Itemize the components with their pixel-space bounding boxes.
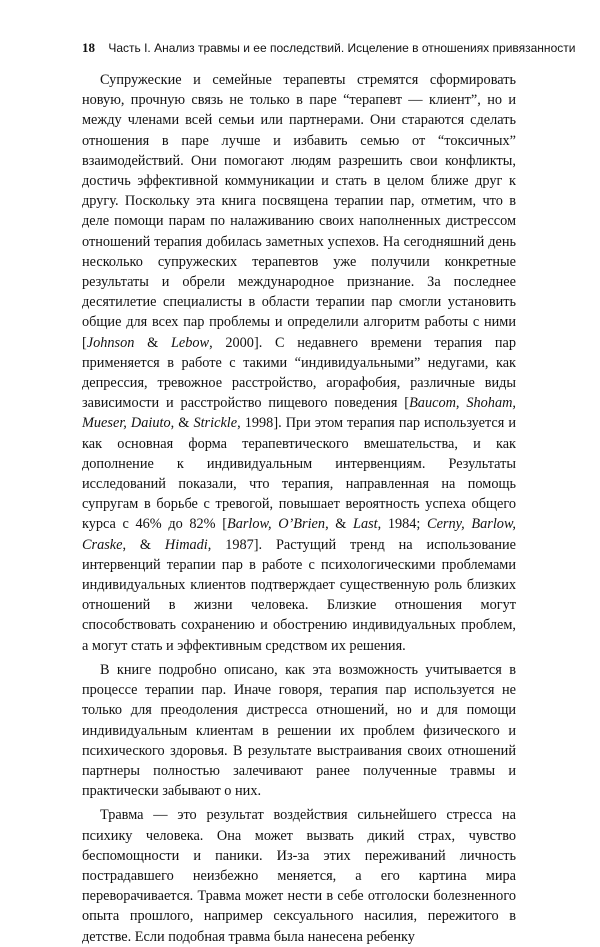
text-run: , &	[122, 536, 165, 553]
text-run: , 1998]. При этом терапия пар используется и как основная форма терапевтического вмешательства, и как дополнение к индивидуальным интервенциям. Результаты исследований показали, что терапия, направленная на помощь супругам в борьбе с тревогой, повышает вероятность успеха общего курса с 46% до 82% [	[82, 415, 517, 533]
citation-author: Johnson	[86, 334, 135, 351]
text-run: , &	[170, 415, 194, 432]
text-run: , &	[325, 516, 353, 533]
citation-author: Himadi	[164, 536, 208, 553]
citation-author: Strickle	[193, 415, 238, 432]
text-run: Травма — это результат воздействия сильнейшего стресса на психику человека. Она может вызвать дикий страх, чувство беспомощности и паники. Из-за этих переживаний личность пострадавшего неизбежно меняется, а его картина мира переворачивается. Травма может нести в себе отголоски болезненного опыта прошлого, например сексуального насилия, пережитого в детстве. Если подобная травма была нанесена ребенку	[82, 807, 516, 945]
citation-author: Barlow, O’Brien	[226, 516, 326, 533]
paragraph-1	[82, 70, 516, 656]
running-head	[82, 40, 575, 56]
paragraph-2	[82, 660, 516, 801]
citation-author: Last	[353, 516, 378, 533]
text-run: В книге подробно описано, как эта возможность учитывается в процессе терапии пар. Иначе говоря, терапия пар используется не только для преодоления дистресса отношений, но и для помощи индивидуальным клиентам в решении их проблем физического и психического здоровья. В результате выстраивания своих отношений партнеры полностью залечивают ранее полученные травмы и практически забывают о них.	[82, 661, 516, 800]
paragraph-3	[82, 805, 516, 946]
text-run: , 1984;	[377, 516, 428, 533]
running-title: Часть I. Анализ травмы и ее последствий. Исцеление в отношениях привязанности	[108, 41, 576, 55]
citation-author: Cerny, Barlow, Craske	[82, 516, 516, 553]
page-number: 18	[82, 40, 95, 55]
citation-author: Baucom, Shoham, Mueser, Daiuto	[82, 395, 516, 432]
citation-author: Lebow	[170, 334, 210, 351]
text-run: &	[134, 334, 171, 351]
text-run: , 2000]. С недавнего времени терапия пар применяется в работе с такими “индивидуальными” недугами, как депрессия, тревожное расстройство, агорафобия, различные виды зависимости и расстройство пищевого поведения [	[82, 334, 516, 412]
text-run: Супружеские и семейные терапевты стремятся сформировать новую, прочную связь не только в паре “терапевт — клиент”, но и между членами всей семьи или партнерами. Они стараются сделать отношения в паре лучше и избавить семью от “токсичных” взаимодействий. Они помогают людям разрешить свои конфликты, достичь эффективной коммуникации и стать в целом ближе друг к другу. Поскольку эта книга посвящена терапии пар, отметим, что в деле помощи парам по налаживанию своих наполненных дистрессом отношений терапия добилась заметных успехов. На сегодняшний день несколько супружеских терапевтов уже получили конкретные результаты и обрели международное признание. За последнее десятилетие специалисты в области терапии пар смогли установить общие для всех пар проблемы и определили алгоритм работы с ними [	[82, 72, 516, 351]
body-text	[82, 70, 516, 947]
text-run: , 1987]. Растущий тренд на использование интервенций терапии пар в работе с психологическими проблемами индивидуальных клиентов подтверждает существенную роль близких отношений в жизни человека. Близкие отношения могут способствовать сохранению и обострению индивидуальных проблем, а могут стать и эффективным средством их решения.	[82, 536, 517, 654]
